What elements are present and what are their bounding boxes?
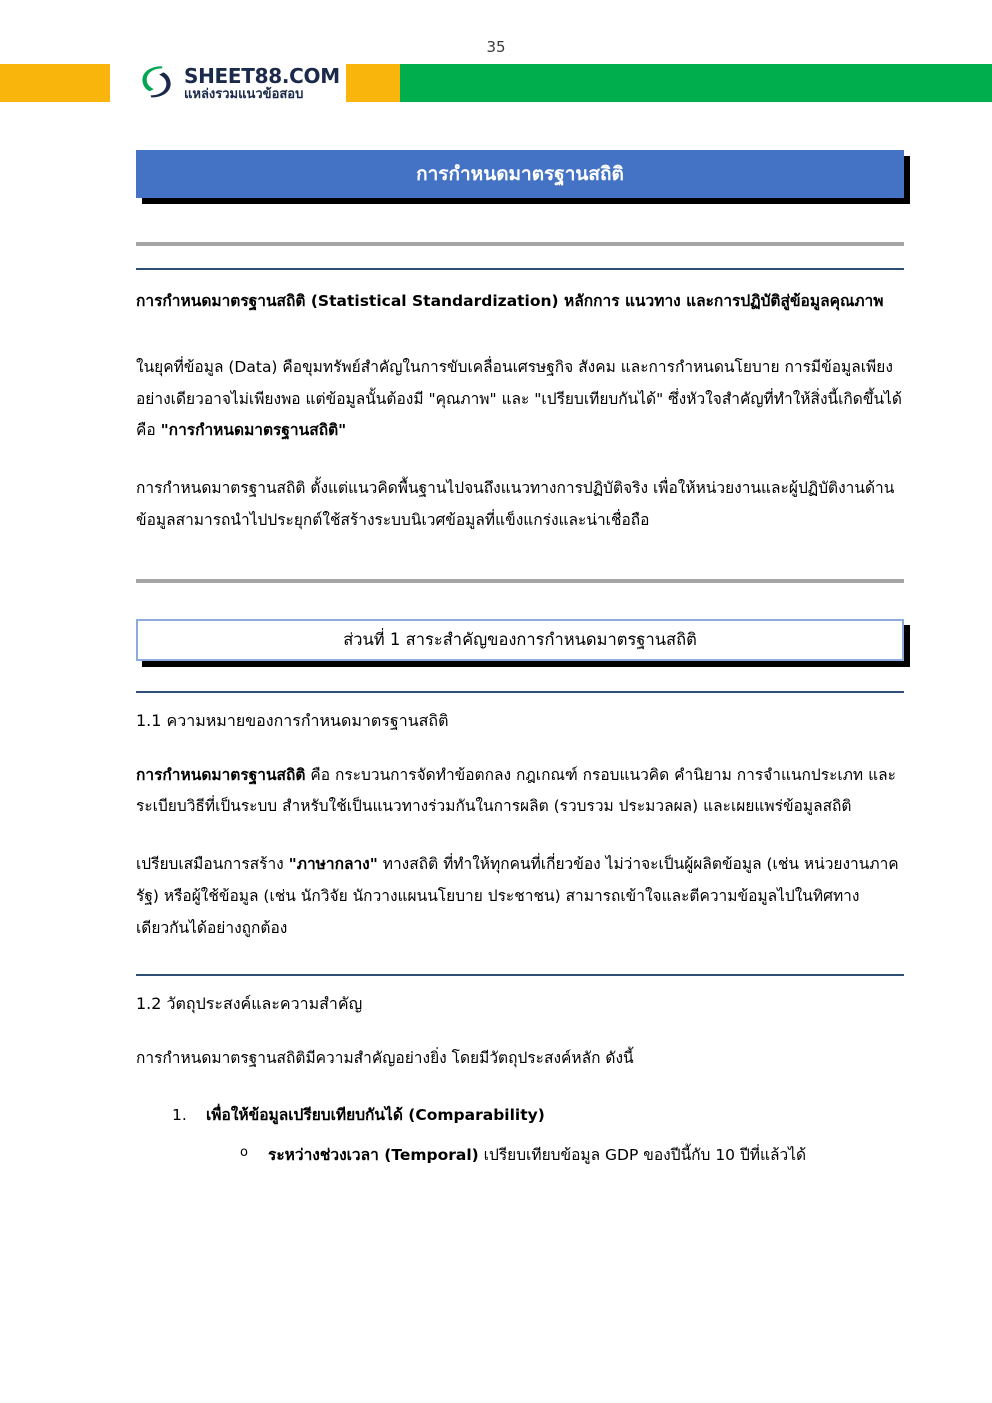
paragraph-1-1b-bold-term: "ภาษากลาง"	[288, 855, 378, 874]
divider-gray-section	[136, 579, 904, 583]
intro-paragraph-bold: "การกำหนดมาตรฐานสถิติ"	[160, 421, 347, 440]
list-item-number: 1.	[172, 1106, 187, 1125]
lead-heading: การกำหนดมาตรฐานสถิติ (Statistical Standardization) หลักการ แนวทาง และการปฏิบัติสู่ข้อมูลคุณภาพ	[136, 292, 884, 310]
document-title-bar: การกำหนดมาตรฐานสถิติ	[136, 150, 904, 198]
hollow-circle-bullet-icon: o	[240, 1144, 248, 1160]
intro-paragraph-text: ในยุคที่ข้อมูล (Data) คือขุมทรัพย์สำคัญในการขับเคลื่อนเศรษฐกิจ สังคม และการกำหนดนโยบาย การมีข้อมูลเพียงอย่างเดียวอาจไม่เพียงพอ แต่ข้อมูลนั้นต้องมี "คุณภาพ" และ "เปรียบเทียบกันได้" ซึ่งหัวใจสำคัญที่ทำให้สิ่งนี้เกิดขึ้นได้คือ	[136, 357, 902, 440]
paragraph-1-1-common-language	[136, 849, 904, 944]
objectives-list	[136, 1101, 904, 1170]
banner-green-segment	[400, 64, 992, 102]
sub-list-item-bold-term: ระหว่างช่วงเวลา (Temporal)	[268, 1145, 479, 1164]
section-1-box: ส่วนที่ 1 สาระสำคัญของการกำหนดมาตรฐานสถิติ	[136, 619, 904, 661]
heading-1-2: 1.2 วัตถุประสงค์และความสำคัญ	[136, 994, 363, 1014]
banner-white-gap	[110, 64, 120, 102]
divider-blue-section-1-2	[136, 974, 904, 976]
heading-1-1: 1.1 ความหมายของการกำหนดมาตรฐานสถิติ	[136, 710, 449, 730]
divider-gray-top	[136, 242, 904, 246]
intro-paragraph	[136, 352, 904, 447]
paragraph-1-1-rest: คือ กระบวนการจัดทำข้อตกลง กฎเกณฑ์ กรอบแนวคิด คำนิยาม การจำแนกประเภท และระเบียบวิธีที่เป็นระบบ สำหรับใช้เป็นแนวทางร่วมกันในการผลิต (รวบรวม ประมวลผล) และเผยแพร่ข้อมูลสถิติ	[136, 765, 896, 816]
paragraph-1-2-intro: การกำหนดมาตรฐานสถิติมีความสำคัญอย่างยิ่ง โดยมีวัตถุประสงค์หลัก ดังนี้	[136, 1049, 634, 1068]
page-number: 35	[486, 38, 506, 56]
list-item-label: เพื่อให้ข้อมูลเปรียบเทียบกันได้ (Comparability)	[206, 1106, 545, 1125]
divider-blue-top	[136, 268, 904, 270]
sub-bullet-list	[206, 1141, 904, 1170]
paragraph-1-1-definition	[136, 760, 904, 824]
logo-title: SHEET88.COM	[184, 63, 340, 88]
second-paragraph: การกำหนดมาตรฐานสถิติ ตั้งแต่แนวคิดพื้นฐานไปจนถึงแนวทางการปฏิบัติจริง เพื่อให้หน่วยงานและผู้ปฏิบัติงานด้านข้อมูลสามารถนำไปประยุกต์ใช้สร้างระบบนิเวศข้อมูลที่แข็งแกร่งและน่าเชื่อถือ	[136, 479, 895, 529]
sheet88-s-mark-icon	[136, 63, 176, 103]
logo-text-block	[184, 63, 340, 102]
sub-list-item-rest: เปรียบเทียบข้อมูล GDP ของปีนี้กับ 10 ปีที่แล้วได้	[478, 1145, 807, 1164]
banner-yellow-left-segment	[0, 64, 110, 102]
sub-list-item	[206, 1141, 904, 1170]
paragraph-1-1b-part1: เปรียบเสมือนการสร้าง	[136, 855, 289, 874]
paragraph-1-1b-part2: ทางสถิติ ที่ทำให้ทุกคนที่เกี่ยวข้อง ไม่ว่าจะเป็นผู้ผลิตข้อมูล (เช่น หน่วยงานภาครัฐ) หรือผู้ใช้ข้อมูล (เช่น นักวิจัย นักวางแผนนโยบาย ประชาชน) สามารถเข้าใจและตีความข้อมูลไปในทิศทางเดียวกันได้อย่างถูกต้อง	[136, 855, 899, 937]
list-item	[136, 1101, 904, 1170]
section-box-wrapper	[136, 619, 904, 661]
document-body	[136, 150, 904, 1186]
paragraph-1-1-bold-term: การกำหนดมาตรฐานสถิติ	[136, 765, 306, 784]
logo-subtitle: แหล่งรวมแนวข้อสอบ	[184, 86, 304, 102]
sheet88-logo	[136, 60, 346, 106]
divider-blue-section-1-1	[136, 691, 904, 693]
document-title-bar-wrapper	[136, 150, 904, 198]
